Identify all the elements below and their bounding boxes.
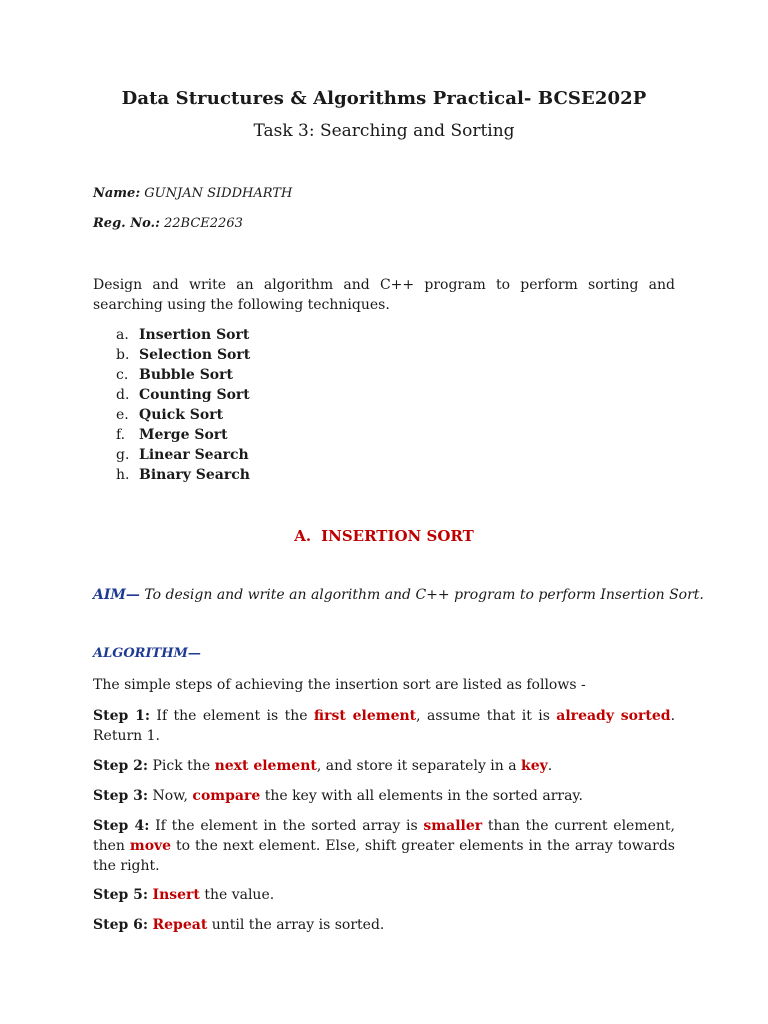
document-subtitle: Task 3: Searching and Sorting xyxy=(253,121,515,141)
step-text: , assume that it is xyxy=(416,708,557,724)
algorithm-step-1 xyxy=(93,706,675,746)
aim-statement xyxy=(93,587,704,603)
registration-number xyxy=(93,216,243,231)
step-highlight: first element xyxy=(313,708,417,724)
list-item-label: Bubble Sort xyxy=(139,367,233,383)
algorithm-step-4 xyxy=(93,816,675,876)
technique-list xyxy=(93,325,250,485)
document-title: Data Structures & Algorithms Practical- BCSE202P xyxy=(121,88,647,109)
step-text: until the array is sorted. xyxy=(207,917,385,933)
step-text: If the element in the sorted array is xyxy=(149,818,424,834)
algorithm-heading: ALGORITHM— xyxy=(93,646,201,661)
list-item xyxy=(93,405,250,425)
step-text: If the element is the xyxy=(150,708,314,724)
step-label: Step 2: xyxy=(93,758,149,774)
step-highlight: smaller xyxy=(423,818,483,834)
list-item-label: Quick Sort xyxy=(139,407,224,423)
name-value: GUNJAN SIDDHARTH xyxy=(144,186,293,201)
list-marker: g. xyxy=(116,447,130,463)
aim-text: To design and write an algorithm and C++ program to perform Insertion Sort. xyxy=(139,587,704,603)
step-highlight: key xyxy=(521,758,548,774)
step-label: Step 4: xyxy=(93,818,150,834)
list-item xyxy=(93,325,250,345)
section-heading xyxy=(0,527,768,545)
step-text: Now, xyxy=(148,788,193,804)
list-marker: h. xyxy=(116,467,130,483)
reg-value: 22BCE2263 xyxy=(164,216,243,231)
step-label: Step 1: xyxy=(93,708,151,724)
list-marker: c. xyxy=(116,367,129,383)
step-text: . Return 1. xyxy=(93,708,676,744)
algorithm-step-3 xyxy=(93,786,675,806)
task-description: Design and write an algorithm and C++ program to perform sorting and searching using the following techniques. xyxy=(93,277,675,313)
step-highlight: compare xyxy=(192,788,261,804)
step-highlight: Repeat xyxy=(152,917,208,933)
list-marker: e. xyxy=(116,407,129,423)
step-text: the key with all elements in the sorted array. xyxy=(260,788,583,804)
list-item-label: Binary Search xyxy=(139,467,250,483)
step-text: Pick the xyxy=(148,758,215,774)
steps-intro: The simple steps of achieving the insertion sort are listed as follows - xyxy=(93,677,586,693)
list-item-label: Insertion Sort xyxy=(139,327,250,343)
list-item-label: Selection Sort xyxy=(139,347,251,363)
list-item-label: Linear Search xyxy=(139,447,249,463)
section-title: INSERTION SORT xyxy=(321,527,474,545)
reg-label: Reg. No.: xyxy=(93,216,160,231)
algorithm-step-2 xyxy=(93,756,675,776)
step-highlight: already sorted xyxy=(556,708,671,724)
algorithm-step-5 xyxy=(93,885,675,905)
step-label: Step 3: xyxy=(93,788,149,804)
step-label: Step 5: xyxy=(93,887,149,903)
step-label: Step 6: xyxy=(93,917,149,933)
step-text: the value. xyxy=(199,887,275,903)
step-text: . xyxy=(547,758,553,774)
step-highlight: Insert xyxy=(152,887,200,903)
list-item-label: Counting Sort xyxy=(139,387,250,403)
list-item xyxy=(93,365,250,385)
student-name xyxy=(93,186,292,201)
section-number: A. xyxy=(294,527,312,545)
list-item xyxy=(93,445,250,465)
aim-label: AIM— xyxy=(93,587,140,603)
list-marker: d. xyxy=(116,387,130,403)
name-label: Name: xyxy=(93,186,141,201)
list-item xyxy=(93,385,250,405)
list-marker: a. xyxy=(116,327,129,343)
step-highlight: move xyxy=(129,838,172,854)
list-item-label: Merge Sort xyxy=(139,427,228,443)
list-marker: b. xyxy=(116,347,130,363)
list-item xyxy=(93,425,250,445)
step-highlight: next element xyxy=(214,758,317,774)
step-text: to the next element. Else, shift greater elements in the array towards the right. xyxy=(93,838,675,874)
algorithm-step-6 xyxy=(93,915,675,935)
list-item xyxy=(93,345,250,365)
list-item xyxy=(93,465,250,485)
step-text: than the current element, then xyxy=(93,818,675,854)
list-marker: f. xyxy=(116,427,126,443)
step-text: , and store it separately in a xyxy=(316,758,522,774)
